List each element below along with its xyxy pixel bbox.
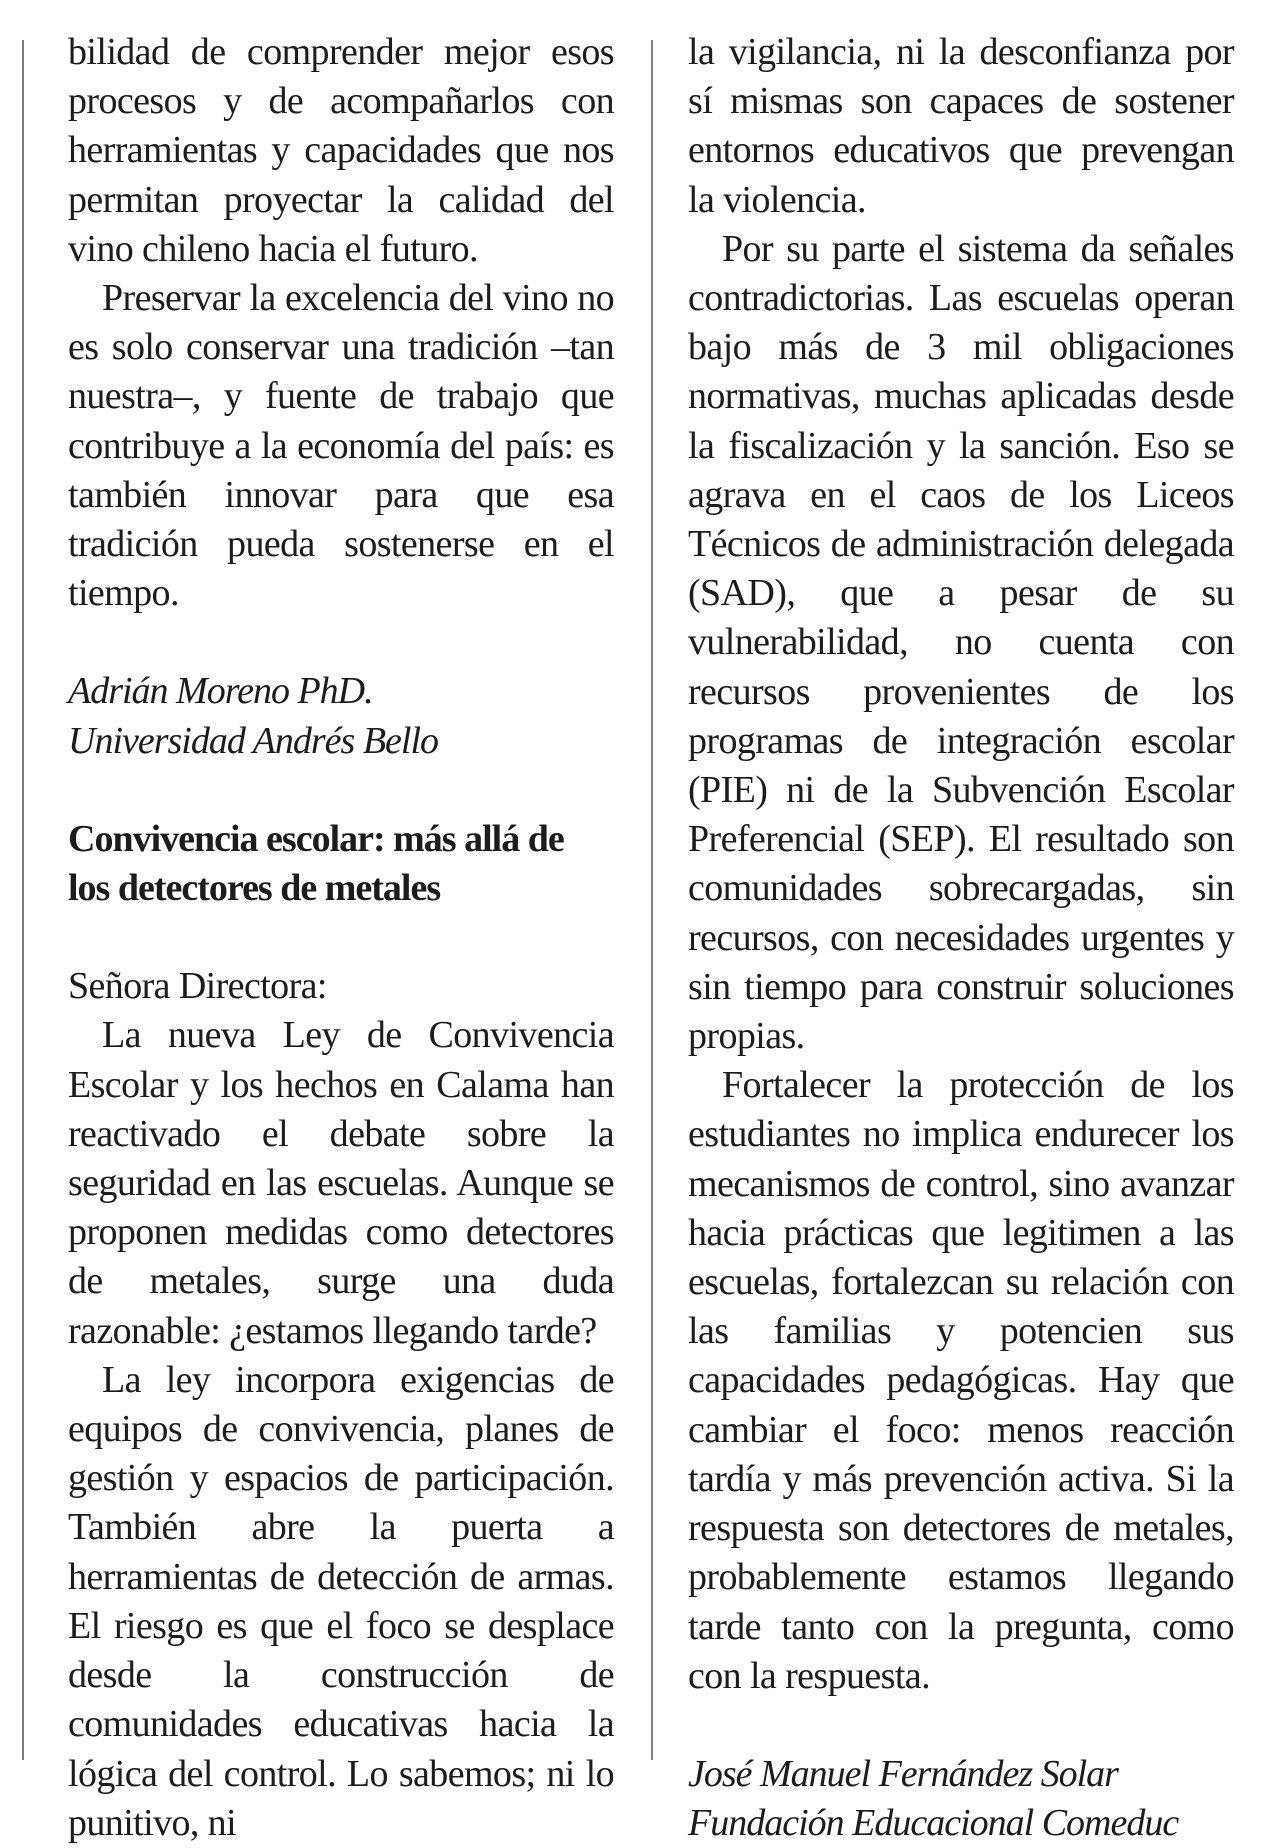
column-divider bbox=[651, 40, 653, 1760]
salutation: Señora Directora: bbox=[68, 965, 327, 1008]
spacer bbox=[688, 1701, 1234, 1750]
left-column-rule bbox=[22, 40, 24, 1760]
signature-name: José Manuel Fernández Solar bbox=[688, 1752, 1118, 1795]
letter-title bbox=[68, 815, 614, 913]
signature-organization: Universidad Andrés Bello bbox=[68, 719, 439, 762]
letter-title-line: los detectores de metales bbox=[68, 867, 441, 910]
letter-paragraph: La nueva Ley de Convivencia Escolar y los hechos en Calama han reactivado el debate sobre la seguridad en las escuelas. Aunque se proponen medidas como detectores de metales, surge una duda razonable: ¿estamos llegando tarde? bbox=[68, 1014, 614, 1352]
signature-organization: Fundación Educacional Comeduc bbox=[688, 1802, 1179, 1845]
right-column bbox=[688, 28, 1234, 1848]
signature-name: Adrián Moreno PhD. bbox=[68, 670, 373, 713]
left-column bbox=[68, 28, 614, 1848]
wine-letter-paragraph-continued: bilidad de comprender mejor esos procesos y de acompañarlos con herramientas y capacidades que nos permitan proyectar la calidad del vino chileno hacia el futuro. bbox=[68, 31, 614, 270]
letter-paragraph: Por su parte el sistema da señales contradictorias. Las escuelas operan bajo más de 3 mil obligaciones normativas, muchas aplicadas desde la fiscalización y la sanción. Eso se agrava en el caos de los Liceos Técnicos de administración delegada (SAD), que a pesar de su vulnerabilidad, no cuenta con recursos provenientes de los programas de integración escolar (PIE) ni de la Subvención Escolar Preferencial (SEP). El resultado son comunidades sobrecargadas, sin recursos, con necesidades urgentes y sin tiempo para construir soluciones propias. bbox=[688, 227, 1234, 1058]
letter-paragraph: La ley incorpora exigencias de equipos de convivencia, planes de gestión y espacios de participación. También abre la puerta a herramientas de detección de armas. El riesgo es que el foco se desplace desde la construcción de comunidades educativas hacia la lógica del control. Lo sabemos; ni lo punitivo, ni bbox=[68, 1358, 614, 1844]
spacer bbox=[68, 913, 614, 962]
letter-paragraph: Fortalecer la protección de los estudiantes no implica endurecer los mecanismos de control, sino avanzar hacia prácticas que legitimen a las escuelas, fortalezcan su relación con las familias y potencien sus capacidades pedagógicas. Hay que cambiar el foco: menos reacción tardía y más prevención activa. Si la respuesta son detectores de metales, probablemente estamos llegando tarde tanto con la pregunta, como con la respuesta. bbox=[688, 1064, 1234, 1697]
wine-letter-paragraph: Preservar la excelencia del vino no es solo conservar una tradición –tan nuestra–, y fuente de trabajo que contribuye a la economía del país: es también innovar para que esa tradición pueda sostenerse en el tiempo. bbox=[68, 277, 614, 615]
letter-title-line: Convivencia escolar: más allá de bbox=[68, 817, 564, 860]
spacer bbox=[68, 766, 614, 815]
spacer bbox=[68, 618, 614, 667]
letter-paragraph-continued: la vigilancia, ni la desconfianza por sí mismas son capaces de sostener entornos educativos que prevengan la violencia. bbox=[688, 31, 1234, 221]
